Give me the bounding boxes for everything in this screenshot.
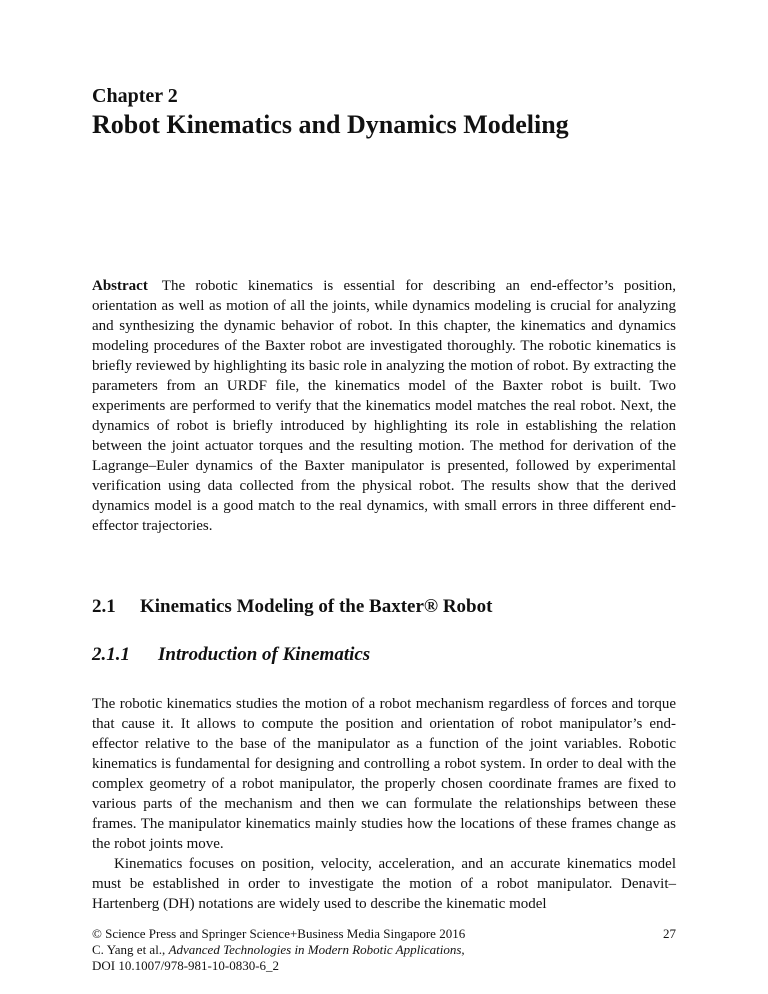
page [92, 0, 676, 994]
footer [92, 926, 676, 974]
citation-prefix: C. Yang et al., [92, 942, 166, 957]
paragraph-2: Kinematics focuses on position, velocity, acceleration, and an accurate kinematics model must be established in order to investigate the motion of a robot manipulator. Denavit–Hartenberg (DH) notations are widely used to describe the kinematic model [92, 856, 676, 912]
citation-line [92, 942, 676, 958]
page-number: 27 [663, 926, 676, 941]
section-title: Kinematics Modeling of the Baxter® Robot [140, 596, 493, 617]
book-title: Advanced Technologies in Modern Robotic Applications [168, 942, 462, 957]
subsection-number: 2.1.1 [92, 644, 130, 665]
section-heading [92, 596, 492, 618]
chapter-title: Robot Kinematics and Dynamics Modeling [92, 110, 569, 139]
citation-suffix: , [461, 942, 465, 957]
section-number: 2.1 [92, 596, 116, 617]
abstract-text: The robotic kinematics is essential for describing an end-effector’s position, orientation as well as motion of all the joints, while dynamics modeling is crucial for analyzing and synthesizing the dynamic behavior of robot. In this chapter, the kinematics and dynamics modeling procedures of the Baxter robot are investigated thoroughly. The robotic kinematics is briefly reviewed by highlighting its basic role in analyzing the motion of robot. By extracting the parameters from an URDF file, the kinematics model of the Baxter robot is built. Two experiments are performed to verify that the kinematics model matches the real robot. Next, the dynamics of robot is briefly introduced by highlighting its role in establishing the relation between the joint actuator torques and the resulting motion. The method for derivation of the Lagrange–Euler dynamics of the Baxter manipulator is presented, followed by experimental verification using data collected from the physical robot. The results show that the derived dynamics model is a good match to the real dynamics, with small errors in three different end-effector trajectories. [92, 278, 676, 534]
chapter-label: Chapter 2 [92, 85, 178, 107]
copyright-line: © Science Press and Springer Science+Business Media Singapore 2016 [92, 926, 466, 941]
abstract-label: Abstract [92, 278, 148, 294]
paragraph-1: The robotic kinematics studies the motion of a robot mechanism regardless of forces and torque that cause it. It allows to compute the position and orientation of robot manipulator’s end-effector relative to the base of the manipulator as a function of the joint variables. Robotic kinematics is fundamental for designing and controlling a robot system. In order to deal with the complex geometry of a robot manipulator, the properly chosen coordinate frames are fixed to various parts of the mechanism and then we can formulate the relationships between these frames. The manipulator kinematics mainly studies how the locations of these frames change as the robot joints move. [92, 696, 676, 852]
abstract [92, 276, 676, 536]
subsection-heading [92, 644, 370, 666]
doi-line: DOI 10.1007/978-981-10-0830-6_2 [92, 958, 280, 973]
subsection-title: Introduction of Kinematics [158, 644, 371, 665]
body-text [92, 694, 676, 914]
